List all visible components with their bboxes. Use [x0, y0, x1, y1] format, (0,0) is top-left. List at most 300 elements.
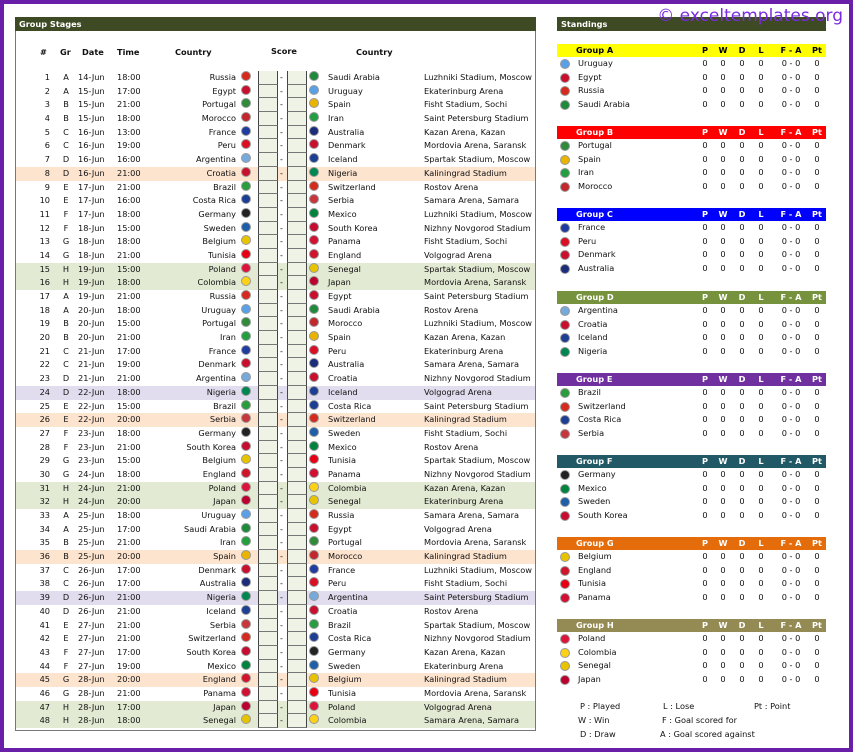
away-score-input[interactable]: [287, 660, 307, 674]
match-time: 21:00: [117, 99, 141, 110]
draw-value: 0: [739, 633, 745, 643]
draw-value: 0: [739, 578, 745, 589]
away-flag-icon: [309, 523, 319, 533]
match-date: 20-Jun: [78, 304, 105, 315]
win-value: 0: [720, 167, 726, 178]
away-score-input[interactable]: [287, 605, 307, 619]
match-row: [16, 139, 535, 153]
away-team: Argentina: [328, 592, 368, 603]
home-score-input[interactable]: [258, 222, 278, 236]
home-score-input[interactable]: [258, 523, 278, 537]
standings-row: [557, 318, 826, 332]
home-score-input[interactable]: [258, 632, 278, 646]
away-score-input[interactable]: [287, 687, 307, 701]
away-score-input[interactable]: [287, 153, 307, 167]
score-separator: -: [280, 236, 283, 247]
away-score-input[interactable]: [287, 550, 307, 564]
home-score-input[interactable]: [258, 71, 278, 85]
match-group: F: [63, 208, 69, 219]
match-venue: Spartak Stadium, Moscow: [424, 455, 531, 466]
match-date: 22-Jun: [78, 400, 105, 411]
home-score-input[interactable]: [258, 536, 278, 550]
score-separator: -: [280, 140, 283, 151]
match-number: 33: [39, 510, 50, 520]
away-team: Croatia: [328, 373, 358, 384]
home-score-input[interactable]: [258, 468, 278, 482]
home-score-input[interactable]: [258, 372, 278, 386]
home-flag-icon: [241, 660, 251, 670]
home-score-input[interactable]: [258, 482, 278, 496]
match-venue: Spartak Stadium, Moscow: [424, 263, 531, 274]
home-flag-icon: [241, 413, 251, 423]
away-score-input[interactable]: [287, 536, 307, 550]
away-score-input[interactable]: [287, 345, 307, 359]
home-score-input[interactable]: [258, 112, 278, 126]
home-score-input[interactable]: [258, 290, 278, 304]
team-flag-icon: [560, 155, 570, 165]
home-score-input[interactable]: [258, 495, 278, 509]
played-value: 0: [702, 181, 708, 192]
score-separator: -: [280, 715, 283, 726]
points-value: 0: [814, 400, 820, 411]
team-name: Denmark: [578, 249, 616, 260]
match-row: [16, 208, 535, 222]
away-score-input[interactable]: [287, 85, 307, 99]
home-score-input[interactable]: [258, 235, 278, 249]
away-score-input[interactable]: [287, 413, 307, 427]
match-row: [16, 71, 535, 85]
home-score-input[interactable]: [258, 509, 278, 523]
home-flag-icon: [241, 591, 251, 601]
away-score-input[interactable]: [287, 181, 307, 195]
team-name: Sweden: [578, 496, 611, 507]
match-number: 42: [39, 633, 50, 644]
match-time: 21:00: [117, 291, 141, 301]
lose-value: 0: [758, 222, 764, 232]
col-draw: D: [738, 456, 746, 466]
home-score-input[interactable]: [258, 181, 278, 195]
home-score-input[interactable]: [258, 400, 278, 414]
lose-value: 0: [758, 58, 764, 68]
home-team: Argentina: [196, 373, 236, 384]
away-team: Uruguay: [328, 85, 363, 96]
home-flag-icon: [241, 345, 251, 355]
goals-value: 0 - 0: [781, 71, 801, 82]
team-name: Nigeria: [578, 346, 608, 357]
home-score-input[interactable]: [258, 317, 278, 331]
home-score-input[interactable]: [258, 194, 278, 208]
group-header: [557, 44, 826, 57]
home-score-input[interactable]: [258, 701, 278, 715]
home-flag-icon: [241, 112, 251, 122]
team-flag-icon: [560, 566, 570, 576]
away-team: Iran: [328, 113, 344, 124]
match-venue: Samara Arena, Samara: [424, 510, 520, 520]
team-flag-icon: [560, 306, 570, 316]
away-score-input[interactable]: [287, 564, 307, 578]
match-time: 15:00: [117, 455, 141, 466]
match-venue: Kazan Arena, Kazan: [424, 332, 506, 343]
match-date: 22-Jun: [78, 414, 105, 425]
home-score-input[interactable]: [258, 98, 278, 112]
home-flag-icon: [241, 194, 251, 204]
points-value: 0: [814, 332, 820, 343]
match-group: E: [63, 414, 69, 425]
draw-value: 0: [739, 414, 745, 425]
win-value: 0: [720, 496, 726, 507]
goals-value: 0 - 0: [781, 428, 801, 439]
win-value: 0: [720, 400, 726, 411]
away-score-input[interactable]: [287, 290, 307, 304]
points-value: 0: [814, 249, 820, 260]
home-flag-icon: [241, 235, 251, 245]
goals-value: 0 - 0: [781, 578, 801, 589]
away-team: Tunisia: [328, 455, 356, 466]
home-score-input[interactable]: [258, 208, 278, 222]
home-flag-icon: [241, 208, 251, 218]
home-score-input[interactable]: [258, 454, 278, 468]
match-venue: Saint Petersburg Stadium: [424, 400, 529, 411]
away-score-input[interactable]: [287, 468, 307, 482]
standings-row: [557, 591, 826, 605]
col-win: W: [718, 620, 728, 630]
match-group: C: [63, 126, 69, 137]
col-goals: F - A: [780, 374, 802, 384]
away-score-input[interactable]: [287, 509, 307, 523]
match-row: [16, 167, 535, 181]
away-score-input[interactable]: [287, 646, 307, 660]
match-date: 21-Jun: [78, 359, 105, 370]
away-score-input[interactable]: [287, 98, 307, 112]
home-flag-icon: [241, 276, 251, 286]
standings-row: [557, 646, 826, 660]
home-team: Senegal: [203, 715, 236, 726]
away-score-input[interactable]: [287, 235, 307, 249]
col-lose: L: [758, 620, 764, 630]
home-score-input[interactable]: [258, 660, 278, 674]
away-score-input[interactable]: [287, 194, 307, 208]
group-name: Group B: [576, 127, 614, 137]
away-score-input[interactable]: [287, 304, 307, 318]
home-score-input[interactable]: [258, 126, 278, 140]
match-number: 14: [39, 249, 50, 260]
score-separator: -: [280, 113, 283, 124]
team-name: Senegal: [578, 660, 611, 671]
away-score-input[interactable]: [287, 126, 307, 140]
away-score-input[interactable]: [287, 249, 307, 263]
away-score-input[interactable]: [287, 591, 307, 605]
draw-value: 0: [739, 318, 745, 329]
group-header: [557, 373, 826, 386]
group-header: [557, 126, 826, 139]
away-team: Spain: [328, 332, 351, 343]
home-team: Denmark: [198, 359, 236, 370]
goals-value: 0 - 0: [781, 551, 801, 561]
match-date: 25-Jun: [78, 537, 105, 548]
away-score-input[interactable]: [287, 619, 307, 633]
home-score-input[interactable]: [258, 358, 278, 372]
watermark: © exceltemplates.org: [657, 6, 843, 26]
match-venue: Kaliningrad Stadium: [424, 414, 507, 425]
team-name: England: [578, 564, 612, 575]
standings-row: [557, 331, 826, 345]
col-header-time: Time: [117, 47, 140, 57]
played-value: 0: [702, 167, 708, 178]
match-row: [16, 112, 535, 126]
goals-value: 0 - 0: [781, 58, 801, 68]
goals-value: 0 - 0: [781, 153, 801, 164]
away-flag-icon: [309, 714, 319, 724]
match-time: 21:00: [117, 605, 141, 616]
home-score-input[interactable]: [258, 646, 278, 660]
played-value: 0: [702, 482, 708, 493]
match-venue: Kaliningrad Stadium: [424, 551, 507, 562]
match-venue: Kazan Arena, Kazan: [424, 482, 506, 493]
home-score-input[interactable]: [258, 263, 278, 277]
away-flag-icon: [309, 194, 319, 204]
match-group: H: [62, 496, 70, 507]
away-flag-icon: [309, 660, 319, 670]
away-flag-icon: [309, 153, 319, 163]
home-score-input[interactable]: [258, 249, 278, 263]
away-flag-icon: [309, 126, 319, 136]
away-flag-icon: [309, 400, 319, 410]
home-score-input[interactable]: [258, 413, 278, 427]
home-score-input[interactable]: [258, 345, 278, 359]
standings-group: [557, 126, 826, 194]
home-score-input[interactable]: [258, 591, 278, 605]
score-separator: -: [280, 482, 283, 493]
away-score-input[interactable]: [287, 112, 307, 126]
home-team: Denmark: [198, 564, 236, 575]
match-time: 15:00: [117, 222, 141, 233]
match-time: 20:00: [117, 551, 141, 562]
goals-value: 0 - 0: [781, 140, 801, 150]
team-name: Serbia: [578, 428, 605, 439]
away-score-input[interactable]: [287, 71, 307, 85]
away-score-input[interactable]: [287, 714, 307, 728]
match-venue: Fisht Stadium, Sochi: [424, 427, 508, 438]
match-venue: Ekaterinburg Arena: [424, 660, 504, 671]
home-flag-icon: [241, 249, 251, 259]
team-flag-icon: [560, 579, 570, 589]
standings-group: [557, 537, 826, 605]
match-date: 23-Jun: [78, 455, 105, 466]
lose-value: 0: [758, 332, 764, 343]
win-value: 0: [720, 58, 726, 68]
standings-row: [557, 304, 826, 318]
away-score-input[interactable]: [287, 427, 307, 441]
match-date: 28-Jun: [78, 715, 105, 726]
away-flag-icon: [309, 85, 319, 95]
goals-value: 0 - 0: [781, 674, 801, 685]
draw-value: 0: [739, 181, 745, 192]
match-time: 21:00: [117, 181, 141, 192]
home-score-input[interactable]: [258, 386, 278, 400]
home-score-input[interactable]: [258, 605, 278, 619]
match-group: D: [62, 167, 70, 178]
col-header-group: Gr: [60, 47, 71, 57]
home-score-input[interactable]: [258, 577, 278, 591]
standings-row: [557, 468, 826, 482]
away-score-input[interactable]: [287, 139, 307, 153]
match-venue: Rostov Arena: [424, 441, 479, 452]
score-separator: -: [280, 427, 283, 438]
away-score-input[interactable]: [287, 454, 307, 468]
match-number: 28: [39, 441, 50, 452]
home-score-input[interactable]: [258, 85, 278, 99]
played-value: 0: [702, 263, 708, 274]
draw-value: 0: [739, 99, 745, 110]
away-score-input[interactable]: [287, 441, 307, 455]
away-flag-icon: [309, 372, 319, 382]
match-group: H: [62, 482, 70, 493]
match-row: [16, 290, 535, 304]
match-venue: Nizhny Novgorod Stadium: [424, 373, 531, 384]
legend-win: W : Win: [578, 715, 610, 725]
home-score-input[interactable]: [258, 714, 278, 728]
away-flag-icon: [309, 208, 319, 218]
home-team: Brazil: [213, 181, 236, 192]
match-group: E: [63, 400, 69, 411]
away-score-input[interactable]: [287, 317, 307, 331]
away-score-input[interactable]: [287, 673, 307, 687]
away-score-input[interactable]: [287, 276, 307, 290]
match-number: 41: [39, 619, 50, 630]
group-name: Group D: [576, 292, 614, 302]
match-time: 16:00: [117, 154, 141, 165]
home-score-input[interactable]: [258, 564, 278, 578]
match-date: 16-Jun: [78, 140, 105, 151]
match-venue: Luzhniki Stadium, Moscow: [424, 208, 532, 219]
points-value: 0: [814, 305, 820, 315]
home-score-input[interactable]: [258, 427, 278, 441]
away-team: Morocco: [328, 318, 363, 329]
match-time: 21:00: [117, 619, 141, 630]
away-score-input[interactable]: [287, 632, 307, 646]
win-value: 0: [720, 510, 726, 521]
away-team: Saudi Arabia: [328, 304, 380, 315]
match-date: 20-Jun: [78, 318, 105, 329]
match-group: D: [62, 373, 70, 384]
home-team: Poland: [208, 482, 236, 493]
away-score-input[interactable]: [287, 372, 307, 386]
away-flag-icon: [309, 701, 319, 711]
home-flag-icon: [241, 372, 251, 382]
away-score-input[interactable]: [287, 167, 307, 181]
away-score-input[interactable]: [287, 331, 307, 345]
home-score-input[interactable]: [258, 304, 278, 318]
score-separator: -: [280, 345, 283, 356]
away-score-input[interactable]: [287, 208, 307, 222]
home-score-input[interactable]: [258, 673, 278, 687]
home-score-input[interactable]: [258, 153, 278, 167]
away-score-input[interactable]: [287, 386, 307, 400]
away-flag-icon: [309, 98, 319, 108]
away-score-input[interactable]: [287, 701, 307, 715]
points-value: 0: [814, 510, 820, 521]
away-score-input[interactable]: [287, 358, 307, 372]
points-value: 0: [814, 674, 820, 685]
points-value: 0: [814, 181, 820, 192]
standings-row: [557, 632, 826, 646]
match-row: [16, 222, 535, 236]
match-number: 26: [39, 414, 50, 425]
match-group: E: [63, 181, 69, 192]
away-score-input[interactable]: [287, 577, 307, 591]
standings-row: [557, 221, 826, 235]
lose-value: 0: [758, 633, 764, 643]
match-number: 8: [44, 167, 50, 178]
standings-group: [557, 208, 826, 276]
home-team: Switzerland: [188, 633, 236, 644]
points-value: 0: [814, 551, 820, 561]
team-flag-icon: [560, 388, 570, 398]
win-value: 0: [720, 646, 726, 657]
goals-value: 0 - 0: [781, 181, 801, 192]
home-team: France: [208, 126, 236, 137]
col-goals: F - A: [780, 538, 802, 548]
home-score-input[interactable]: [258, 139, 278, 153]
match-number: 32: [39, 496, 50, 507]
home-team: Serbia: [209, 414, 236, 425]
away-score-input[interactable]: [287, 495, 307, 509]
match-row: [16, 509, 535, 523]
score-separator: -: [280, 72, 283, 82]
team-flag-icon: [560, 484, 570, 494]
match-row: [16, 454, 535, 468]
home-flag-icon: [241, 687, 251, 697]
away-flag-icon: [309, 482, 319, 492]
group-name: Group C: [576, 209, 613, 219]
match-date: 16-Jun: [78, 126, 105, 137]
match-number: 48: [39, 715, 50, 726]
match-row: [16, 591, 535, 605]
match-group: G: [62, 468, 70, 479]
home-flag-icon: [241, 126, 251, 136]
match-number: 4: [44, 113, 50, 124]
points-value: 0: [814, 85, 820, 96]
match-group: F: [63, 222, 69, 233]
home-score-input[interactable]: [258, 276, 278, 290]
away-score-input[interactable]: [287, 400, 307, 414]
away-score-input[interactable]: [287, 482, 307, 496]
home-score-input[interactable]: [258, 619, 278, 633]
away-team: Colombia: [328, 715, 367, 726]
points-value: 0: [814, 496, 820, 507]
away-score-input[interactable]: [287, 222, 307, 236]
win-value: 0: [720, 153, 726, 164]
match-venue: Samara Arena, Samara: [424, 359, 520, 370]
home-score-input[interactable]: [258, 550, 278, 564]
match-date: 18-Jun: [78, 236, 105, 247]
match-date: 26-Jun: [78, 578, 105, 589]
home-score-input[interactable]: [258, 331, 278, 345]
home-score-input[interactable]: [258, 167, 278, 181]
away-score-input[interactable]: [287, 263, 307, 277]
match-group: G: [62, 249, 70, 260]
home-score-input[interactable]: [258, 441, 278, 455]
match-number: 17: [39, 291, 50, 301]
away-team: Mexico: [328, 208, 357, 219]
home-score-input[interactable]: [258, 687, 278, 701]
match-venue: Samara Arena, Samara: [424, 715, 520, 726]
match-number: 10: [39, 195, 50, 206]
score-separator: -: [280, 332, 283, 343]
match-venue: Saint Petersburg Stadium: [424, 592, 529, 603]
away-score-input[interactable]: [287, 523, 307, 537]
standings-group: [557, 44, 826, 112]
